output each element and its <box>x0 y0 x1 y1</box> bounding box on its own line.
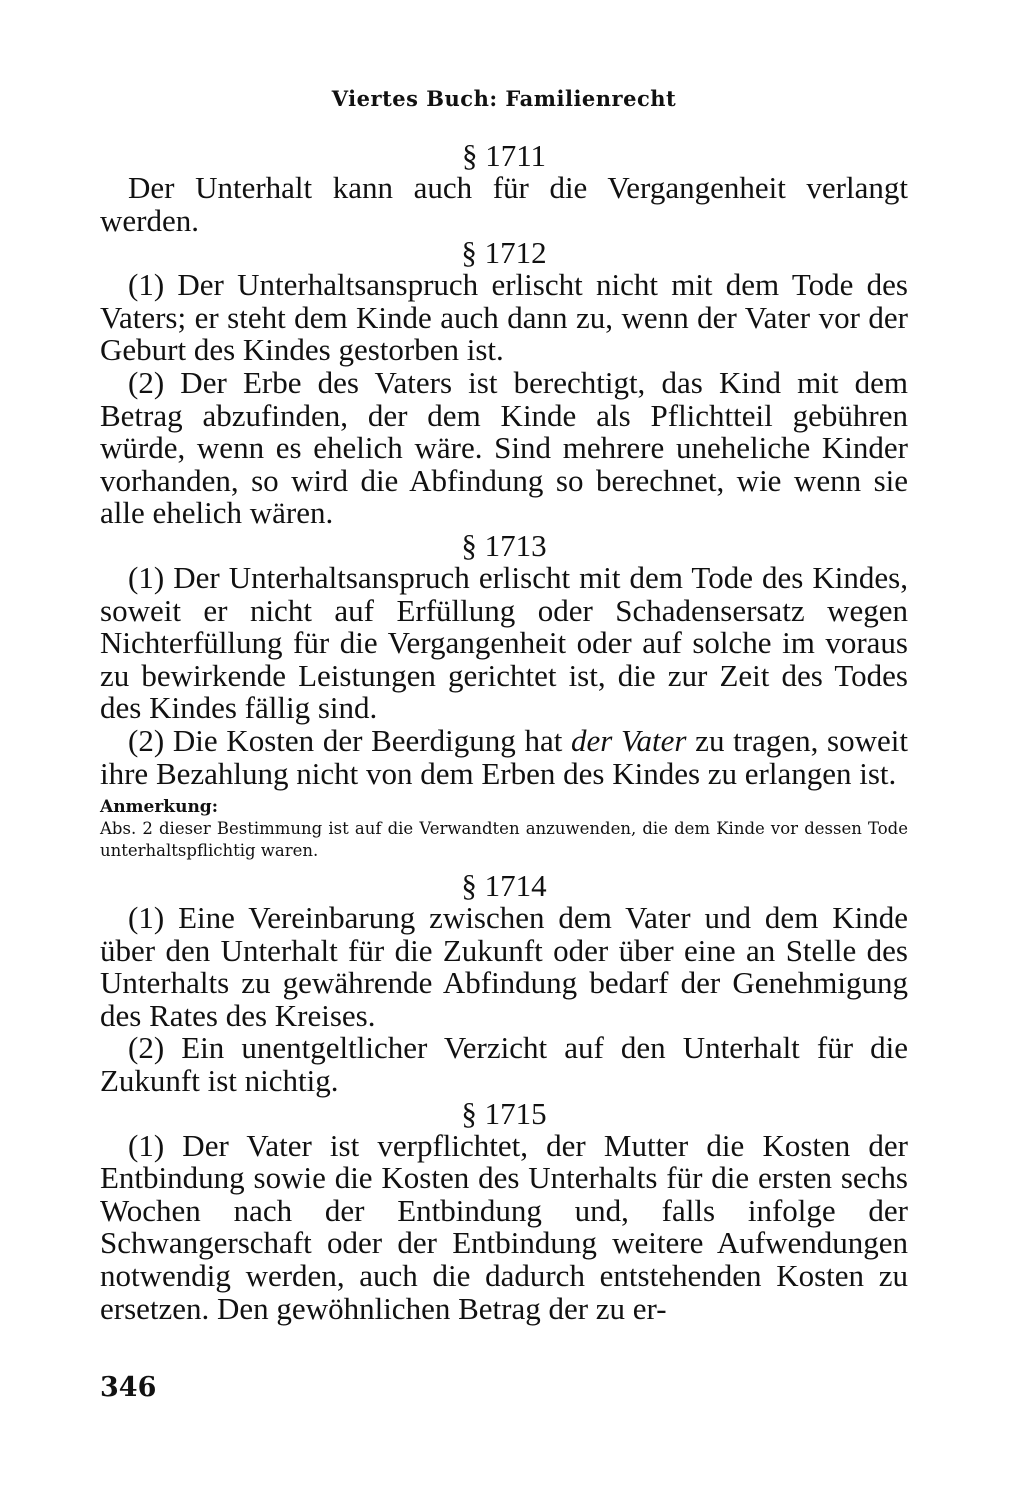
emphasis-der-vater: der Vater <box>571 722 687 758</box>
paragraph-1713-1: (1) Der Unterhaltsanspruch erlischt mit dem Tode des Kindes, soweit er nicht auf Erfüllung oder Schadensersatz wegen Nichterfüllung für die Vergangenheit oder auf solche im voraus zu bewirkende Leistungen gerichtet ist, die zur Zeit des Todes des Kindes fällig sind. <box>100 559 908 726</box>
paragraph-1713-2-start: (2) Die Kosten der Beerdigung hat <box>128 722 572 758</box>
paragraph-1713-2-end: zu tragen, soweit ihre Bezahlung nicht von dem Erben des Kindes zu erlangen ist. <box>100 722 908 791</box>
paragraph-1712-2: (2) Der Erbe des Vaters ist berechtigt, das Kind mit dem Betrag abzufinden, der dem Kinde als Pflichtteil gebühren würde, wenn es ehelich wäre. Sind mehrere uneheliche Kinder vorhanden, so wird die Abfindung so berechnet, wie wenn sie alle ehelich wären. <box>100 364 908 531</box>
paragraph-1715-1: (1) Der Vater ist verpflichtet, der Mutter die Kosten der Entbindung sowie die Kosten des Unterhalts für die ersten sechs Wochen nach der Entbindung und, falls infolge der Schwangerschaft oder der Entbindung weitere Aufwendungen notwendig werden, auch die dadurch entstehenden Kosten zu ersetzen. Den gewöhnlichen Betrag der zu er- <box>100 1127 908 1326</box>
paragraph-1711: Der Unterhalt kann auch für die Vergangenheit verlangt werden. <box>100 170 908 238</box>
section-heading-1714: § 1714 <box>461 868 547 904</box>
paragraph-1714-2: (2) Ein unentgeltlicher Verzicht auf den Unterhalt für die Zukunft ist nichtig. <box>100 1030 908 1099</box>
section-heading-1713: § 1713 <box>461 527 547 563</box>
paragraph-1714-1: (1) Eine Vereinbarung zwischen dem Vater und dem Kinde über den Unterhalt für die Zukunft oder über eine an Stelle des Unterhalts zu gewährende Abfindung bedarf der Genehmigung des Rates des Kreises. <box>100 900 908 1033</box>
book-page <box>100 0 908 1491</box>
annotation-text: Abs. 2 dieser Bestimmung ist auf die Verwandten anzuwenden, die dem Kinde vor dessen Tode unterhaltspflichtig waren. <box>100 819 908 861</box>
paragraph-1712-1: (1) Der Unterhaltsanspruch erlischt nicht mit dem Tode des Vaters; er steht dem Kinde auch dann zu, wenn der Vater vor der Geburt des Kindes gestorben ist. <box>100 267 908 368</box>
section-heading-1715: § 1715 <box>461 1095 547 1131</box>
paragraph-1713-2 <box>100 722 908 791</box>
page-number: 346 <box>100 1372 157 1403</box>
running-head: Viertes Buch: Familienrecht <box>331 86 677 111</box>
page-body <box>100 140 908 1325</box>
annotation-note <box>100 796 908 862</box>
section-heading-1712: § 1712 <box>461 235 547 271</box>
annotation-title: Anmerkung: <box>100 797 218 818</box>
section-heading-1711: § 1711 <box>461 138 547 173</box>
